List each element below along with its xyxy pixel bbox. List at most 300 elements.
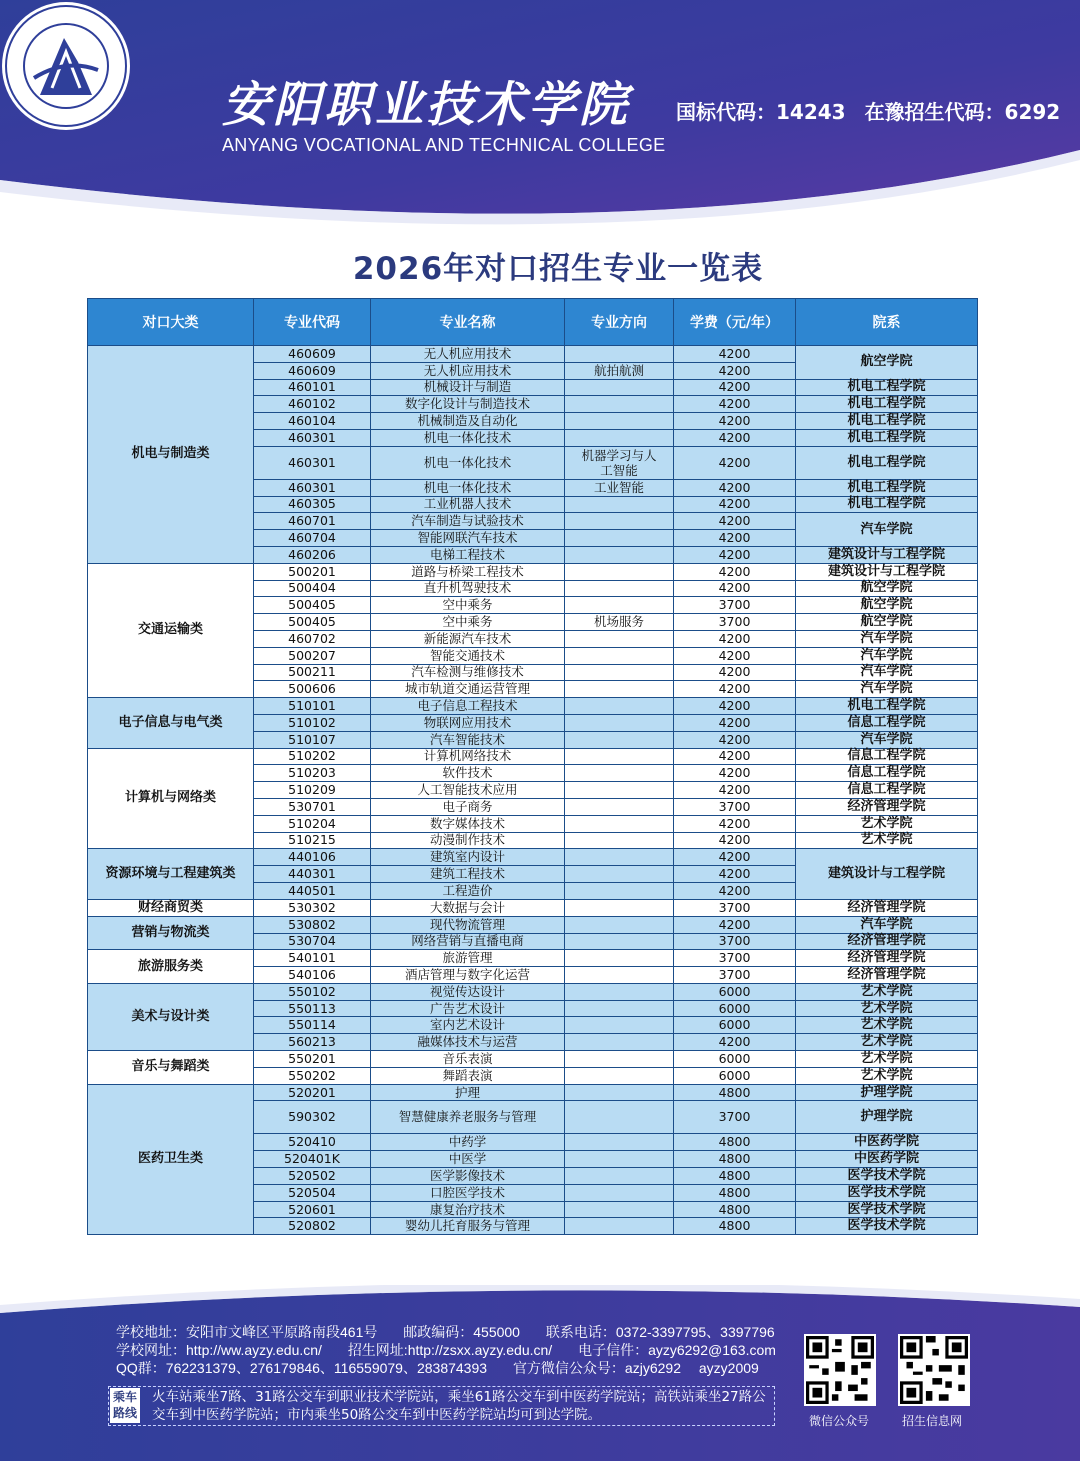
school-address: 学校地址：安阳市文峰区平原路南段461号 xyxy=(116,1324,378,1340)
major-code-cell: 590302 xyxy=(254,1101,371,1134)
table-row xyxy=(88,899,978,916)
tuition-cell: 4800 xyxy=(674,1184,796,1201)
major-code-cell: 500606 xyxy=(254,681,371,698)
category-cell: 计算机与网络类 xyxy=(88,748,254,849)
department-cell: 经济管理学院 xyxy=(796,899,978,916)
major-name-cell: 空中乘务 xyxy=(371,597,565,614)
major-name-cell: 直升机驾驶技术 xyxy=(371,580,565,597)
major-direction-cell xyxy=(565,530,674,547)
qq-groups: QQ群：762231379、276179846、116559079、283874393 xyxy=(116,1360,488,1376)
department-cell: 建筑设计与工程学院 xyxy=(796,849,978,899)
table-row xyxy=(88,1084,978,1101)
major-direction-cell xyxy=(565,664,674,681)
major-name-cell: 智能交通技术 xyxy=(371,647,565,664)
major-code-cell: 550113 xyxy=(254,1000,371,1017)
major-code-cell: 440501 xyxy=(254,882,371,899)
tuition-cell: 4200 xyxy=(674,530,796,547)
major-name-cell: 康复治疗技术 xyxy=(371,1201,565,1218)
department-cell: 航空学院 xyxy=(796,346,978,380)
major-direction-cell xyxy=(565,698,674,715)
major-code-cell: 510102 xyxy=(254,714,371,731)
major-code-cell: 510215 xyxy=(254,832,371,849)
tuition-cell: 4200 xyxy=(674,647,796,664)
major-code-cell: 460301 xyxy=(254,446,371,479)
tuition-cell: 4200 xyxy=(674,446,796,479)
henan-code: 在豫招生代码：6292 xyxy=(864,100,1061,124)
department-cell: 中医药学院 xyxy=(796,1134,978,1151)
major-name-cell: 口腔医学技术 xyxy=(371,1184,565,1201)
major-name-cell: 现代物流管理 xyxy=(371,916,565,933)
table-row xyxy=(88,346,978,363)
major-code-cell: 550202 xyxy=(254,1067,371,1084)
table-row xyxy=(88,563,978,580)
major-name-cell: 机电一体化技术 xyxy=(371,446,565,479)
major-code-cell: 500207 xyxy=(254,647,371,664)
college-english-name: ANYANG VOCATIONAL AND TECHNICAL COLLEGE xyxy=(222,135,666,155)
header-category: 对口大类 xyxy=(88,299,254,346)
tuition-cell: 4200 xyxy=(674,563,796,580)
major-direction-cell xyxy=(565,899,674,916)
tuition-cell: 4200 xyxy=(674,413,796,430)
tuition-cell: 4200 xyxy=(674,849,796,866)
major-direction-cell xyxy=(565,866,674,883)
tuition-cell: 3700 xyxy=(674,1101,796,1134)
department-cell: 机电工程学院 xyxy=(796,496,978,513)
major-name-cell: 无人机应用技术 xyxy=(371,362,565,379)
major-code-cell: 510101 xyxy=(254,698,371,715)
major-direction-cell xyxy=(565,1184,674,1201)
majors-table xyxy=(87,298,978,1235)
tuition-cell: 4200 xyxy=(674,396,796,413)
department-cell: 机电工程学院 xyxy=(796,446,978,479)
major-name-cell: 智能网联汽车技术 xyxy=(371,530,565,547)
major-code-cell: 460609 xyxy=(254,346,371,363)
wechat-qr-caption: 微信公众号 xyxy=(808,1414,869,1428)
major-direction-cell xyxy=(565,413,674,430)
major-code-cell: 440106 xyxy=(254,849,371,866)
major-name-cell: 电子信息工程技术 xyxy=(371,698,565,715)
major-code-cell: 460702 xyxy=(254,630,371,647)
major-direction-cell xyxy=(565,882,674,899)
tuition-cell: 4200 xyxy=(674,681,796,698)
major-name-cell: 融媒体技术与运营 xyxy=(371,1034,565,1051)
major-direction-cell xyxy=(565,983,674,1000)
email[interactable]: 电子信件：ayzy6292@163.com xyxy=(578,1342,776,1358)
category-cell: 旅游服务类 xyxy=(88,950,254,984)
major-code-cell: 550102 xyxy=(254,983,371,1000)
department-cell: 机电工程学院 xyxy=(796,396,978,413)
major-code-cell: 530701 xyxy=(254,798,371,815)
major-name-cell: 汽车检测与维修技术 xyxy=(371,664,565,681)
table-body xyxy=(88,346,978,1235)
tuition-cell: 4800 xyxy=(674,1084,796,1101)
tuition-cell: 6000 xyxy=(674,983,796,1000)
department-cell: 经济管理学院 xyxy=(796,950,978,967)
department-cell: 艺术学院 xyxy=(796,1017,978,1034)
major-direction-cell xyxy=(565,916,674,933)
tuition-cell: 4200 xyxy=(674,479,796,496)
major-name-cell: 舞蹈表演 xyxy=(371,1067,565,1084)
tuition-cell: 6000 xyxy=(674,1051,796,1068)
department-cell: 医学技术学院 xyxy=(796,1168,978,1185)
tuition-cell: 4200 xyxy=(674,546,796,563)
tuition-cell: 4200 xyxy=(674,731,796,748)
wechat-account-2: ayzy2009 xyxy=(698,1360,759,1376)
major-name-cell: 汽车智能技术 xyxy=(371,731,565,748)
major-code-cell: 500404 xyxy=(254,580,371,597)
header-department: 院系 xyxy=(796,299,978,346)
category-cell: 美术与设计类 xyxy=(88,983,254,1050)
major-code-cell: 460704 xyxy=(254,530,371,547)
header-banner xyxy=(0,0,1080,230)
major-name-cell: 护理 xyxy=(371,1084,565,1101)
major-name-cell: 机电一体化技术 xyxy=(371,429,565,446)
department-cell: 经济管理学院 xyxy=(796,967,978,984)
major-direction-cell xyxy=(565,782,674,799)
department-cell: 经济管理学院 xyxy=(796,798,978,815)
tuition-cell: 6000 xyxy=(674,1017,796,1034)
major-name-cell: 计算机网络技术 xyxy=(371,748,565,765)
major-direction-cell: 机场服务 xyxy=(565,614,674,631)
department-cell: 艺术学院 xyxy=(796,815,978,832)
major-direction-cell xyxy=(565,1034,674,1051)
major-name-cell: 动漫制作技术 xyxy=(371,832,565,849)
major-direction-cell xyxy=(565,1168,674,1185)
department-cell: 建筑设计与工程学院 xyxy=(796,563,978,580)
department-cell: 信息工程学院 xyxy=(796,765,978,782)
major-name-cell: 城市轨道交通运营管理 xyxy=(371,681,565,698)
major-name-cell: 大数据与会计 xyxy=(371,899,565,916)
major-code-cell: 460301 xyxy=(254,479,371,496)
header-major-name: 专业名称 xyxy=(371,299,565,346)
major-direction-cell xyxy=(565,563,674,580)
page-title: 2026年对口招生专业一览表 xyxy=(352,251,764,287)
tuition-cell: 4200 xyxy=(674,429,796,446)
major-direction-cell xyxy=(565,933,674,950)
major-code-cell: 510204 xyxy=(254,815,371,832)
table-row xyxy=(88,983,978,1000)
major-code-cell: 500405 xyxy=(254,597,371,614)
major-direction-cell xyxy=(565,1084,674,1101)
tuition-cell: 6000 xyxy=(674,1000,796,1017)
major-name-cell: 电子商务 xyxy=(371,798,565,815)
table-row xyxy=(88,1051,978,1068)
category-cell: 音乐与舞蹈类 xyxy=(88,1051,254,1085)
major-name-cell: 软件技术 xyxy=(371,765,565,782)
major-code-cell: 510107 xyxy=(254,731,371,748)
tuition-cell: 3700 xyxy=(674,967,796,984)
tuition-cell: 4200 xyxy=(674,630,796,647)
major-code-cell: 530302 xyxy=(254,899,371,916)
major-code-cell: 460609 xyxy=(254,362,371,379)
major-name-cell: 建筑室内设计 xyxy=(371,849,565,866)
major-code-cell: 530802 xyxy=(254,916,371,933)
major-direction-cell xyxy=(565,1051,674,1068)
tuition-cell: 3700 xyxy=(674,798,796,815)
major-code-cell: 540101 xyxy=(254,950,371,967)
department-cell: 艺术学院 xyxy=(796,832,978,849)
major-direction-cell xyxy=(565,950,674,967)
category-cell: 资源环境与工程建筑类 xyxy=(88,849,254,899)
major-direction-cell: 工业智能 xyxy=(565,479,674,496)
major-direction-cell xyxy=(565,580,674,597)
department-cell: 汽车学院 xyxy=(796,681,978,698)
major-name-cell: 新能源汽车技术 xyxy=(371,630,565,647)
major-name-cell: 音乐表演 xyxy=(371,1051,565,1068)
department-cell: 航空学院 xyxy=(796,614,978,631)
header-tuition: 学费（元/年） xyxy=(674,299,796,346)
major-name-cell: 无人机应用技术 xyxy=(371,346,565,363)
department-cell: 医学技术学院 xyxy=(796,1184,978,1201)
major-name-cell: 机电一体化技术 xyxy=(371,479,565,496)
table-row xyxy=(88,698,978,715)
major-direction-cell xyxy=(565,1134,674,1151)
tuition-cell: 6000 xyxy=(674,1067,796,1084)
tuition-cell: 4800 xyxy=(674,1134,796,1151)
department-cell: 机电工程学院 xyxy=(796,698,978,715)
major-direction-cell xyxy=(565,1218,674,1235)
wechat-account: 官方微信公众号：azjy6292 xyxy=(512,1360,681,1376)
header-direction: 专业方向 xyxy=(565,299,674,346)
tuition-cell: 4200 xyxy=(674,513,796,530)
major-direction-cell xyxy=(565,1101,674,1134)
major-code-cell: 460301 xyxy=(254,429,371,446)
major-code-cell: 510209 xyxy=(254,782,371,799)
department-cell: 汽车学院 xyxy=(796,916,978,933)
major-direction-cell xyxy=(565,681,674,698)
major-name-cell: 数字化设计与制造技术 xyxy=(371,396,565,413)
major-name-cell: 人工智能技术应用 xyxy=(371,782,565,799)
department-cell: 汽车学院 xyxy=(796,630,978,647)
department-cell: 机电工程学院 xyxy=(796,429,978,446)
major-direction-cell xyxy=(565,546,674,563)
major-direction-cell xyxy=(565,798,674,815)
major-direction-cell xyxy=(565,647,674,664)
tuition-cell: 3700 xyxy=(674,950,796,967)
department-cell: 护理学院 xyxy=(796,1084,978,1101)
major-name-cell: 工业机器人技术 xyxy=(371,496,565,513)
major-code-cell: 460102 xyxy=(254,396,371,413)
major-direction-cell xyxy=(565,849,674,866)
major-name-cell: 建筑工程技术 xyxy=(371,866,565,883)
major-direction-cell xyxy=(565,346,674,363)
department-cell: 艺术学院 xyxy=(796,1000,978,1017)
wechat-qr-code[interactable] xyxy=(804,1334,876,1406)
major-code-cell: 520504 xyxy=(254,1184,371,1201)
bus-route-label: 乘车路线 xyxy=(110,1388,140,1423)
tuition-cell: 4200 xyxy=(674,664,796,681)
major-name-cell: 广告艺术设计 xyxy=(371,1000,565,1017)
major-code-cell: 520601 xyxy=(254,1201,371,1218)
major-name-cell: 工程造价 xyxy=(371,882,565,899)
category-cell: 财经商贸类 xyxy=(88,899,254,916)
major-direction-cell xyxy=(565,496,674,513)
department-cell: 医学技术学院 xyxy=(796,1218,978,1235)
category-cell: 机电与制造类 xyxy=(88,346,254,564)
major-direction-cell xyxy=(565,765,674,782)
major-code-cell: 510202 xyxy=(254,748,371,765)
tuition-cell: 3700 xyxy=(674,597,796,614)
category-cell: 医药卫生类 xyxy=(88,1084,254,1235)
major-direction-cell xyxy=(565,429,674,446)
tuition-cell: 4200 xyxy=(674,496,796,513)
table-row xyxy=(88,950,978,967)
major-name-cell: 机械制造及自动化 xyxy=(371,413,565,430)
major-direction-cell xyxy=(565,1201,674,1218)
major-name-cell: 网络营销与直播电商 xyxy=(371,933,565,950)
majors-table-container xyxy=(87,298,977,1235)
major-direction-cell xyxy=(565,597,674,614)
department-cell: 经济管理学院 xyxy=(796,933,978,950)
major-name-cell: 数字媒体技术 xyxy=(371,815,565,832)
tuition-cell: 4200 xyxy=(674,362,796,379)
major-name-cell: 物联网应用技术 xyxy=(371,714,565,731)
admission-qr-caption: 招生信息网 xyxy=(901,1414,962,1428)
table-row xyxy=(88,916,978,933)
table-row xyxy=(88,849,978,866)
major-direction-cell xyxy=(565,731,674,748)
major-name-cell: 室内艺术设计 xyxy=(371,1017,565,1034)
postcode: 邮政编码：455000 xyxy=(403,1324,520,1340)
admission-qr-code[interactable] xyxy=(898,1334,970,1406)
major-code-cell: 520201 xyxy=(254,1084,371,1101)
major-name-cell: 旅游管理 xyxy=(371,950,565,967)
major-direction-cell xyxy=(565,396,674,413)
major-code-cell: 560213 xyxy=(254,1034,371,1051)
tuition-cell: 4200 xyxy=(674,748,796,765)
major-code-cell: 460305 xyxy=(254,496,371,513)
major-code-cell: 520401K xyxy=(254,1151,371,1168)
tuition-cell: 4200 xyxy=(674,782,796,799)
major-direction-cell xyxy=(565,748,674,765)
footer-line-3 xyxy=(116,1358,781,1378)
tuition-cell: 4200 xyxy=(674,815,796,832)
major-code-cell: 520802 xyxy=(254,1218,371,1235)
table-row xyxy=(88,748,978,765)
department-cell: 护理学院 xyxy=(796,1101,978,1134)
department-cell: 汽车学院 xyxy=(796,647,978,664)
department-cell: 航空学院 xyxy=(796,597,978,614)
department-cell: 建筑设计与工程学院 xyxy=(796,546,978,563)
major-direction-cell xyxy=(565,815,674,832)
major-direction-cell xyxy=(565,1000,674,1017)
national-code: 国标代码：14243 xyxy=(676,100,846,124)
category-cell: 电子信息与电气类 xyxy=(88,698,254,748)
tuition-cell: 3700 xyxy=(674,614,796,631)
department-cell: 机电工程学院 xyxy=(796,479,978,496)
major-direction-cell xyxy=(565,513,674,530)
tuition-cell: 4200 xyxy=(674,714,796,731)
major-direction-cell xyxy=(565,630,674,647)
major-name-cell: 婴幼儿托育服务与管理 xyxy=(371,1218,565,1235)
department-cell: 艺术学院 xyxy=(796,1051,978,1068)
college-logo xyxy=(0,0,132,132)
tuition-cell: 3700 xyxy=(674,933,796,950)
phone: 联系电话：0372-3397795、3397796 xyxy=(545,1324,775,1340)
department-cell: 艺术学院 xyxy=(796,1067,978,1084)
major-direction-cell xyxy=(565,1017,674,1034)
bus-route-text: 火车站乘坐7路、31路公交车到职业技术学院站，乘坐61路公交车到中医药学院站；高铁站乘坐27路公交车到中医药学院站；市内乘坐50路公交车到中医药学院站均可到达学院。 xyxy=(152,1389,766,1423)
department-cell: 艺术学院 xyxy=(796,1034,978,1051)
major-code-cell: 460701 xyxy=(254,513,371,530)
admission-website[interactable]: 招生网址:http://zsxx.ayzy.edu.cn/ xyxy=(347,1342,553,1358)
major-name-cell: 汽车制造与试验技术 xyxy=(371,513,565,530)
footer-line-1 xyxy=(116,1322,797,1342)
tuition-cell: 4200 xyxy=(674,882,796,899)
major-code-cell: 520410 xyxy=(254,1134,371,1151)
tuition-cell: 4200 xyxy=(674,765,796,782)
department-cell: 艺术学院 xyxy=(796,983,978,1000)
major-name-cell: 机械设计与制造 xyxy=(371,379,565,396)
major-code-cell: 460206 xyxy=(254,546,371,563)
tuition-cell: 4200 xyxy=(674,580,796,597)
major-direction-cell: 航拍航测 xyxy=(565,362,674,379)
department-cell: 信息工程学院 xyxy=(796,782,978,799)
major-code-cell: 520502 xyxy=(254,1168,371,1185)
major-code-cell: 550114 xyxy=(254,1017,371,1034)
major-code-cell: 510203 xyxy=(254,765,371,782)
department-cell: 汽车学院 xyxy=(796,731,978,748)
department-cell: 医学技术学院 xyxy=(796,1201,978,1218)
tuition-cell: 4800 xyxy=(674,1201,796,1218)
major-name-cell: 医学影像技术 xyxy=(371,1168,565,1185)
tuition-cell: 4200 xyxy=(674,832,796,849)
tuition-cell: 4200 xyxy=(674,698,796,715)
major-name-cell: 空中乘务 xyxy=(371,614,565,631)
major-code-cell: 500201 xyxy=(254,563,371,580)
tuition-cell: 4800 xyxy=(674,1218,796,1235)
table-header-row xyxy=(88,299,978,346)
major-code-cell: 540106 xyxy=(254,967,371,984)
department-cell: 汽车学院 xyxy=(796,513,978,547)
college-chinese-name: 安阳职业技术学院 xyxy=(222,77,631,133)
major-code-cell: 530704 xyxy=(254,933,371,950)
tuition-cell: 4800 xyxy=(674,1168,796,1185)
major-code-cell: 440301 xyxy=(254,866,371,883)
department-cell: 航空学院 xyxy=(796,580,978,597)
major-code-cell: 460104 xyxy=(254,413,371,430)
major-direction-cell xyxy=(565,1067,674,1084)
major-name-cell: 中医学 xyxy=(371,1151,565,1168)
department-cell: 机电工程学院 xyxy=(796,379,978,396)
major-name-cell: 智慧健康养老服务与管理 xyxy=(371,1101,565,1134)
major-name-cell: 电梯工程技术 xyxy=(371,546,565,563)
header-code: 专业代码 xyxy=(254,299,371,346)
major-code-cell: 460101 xyxy=(254,379,371,396)
tuition-cell: 4200 xyxy=(674,379,796,396)
school-website[interactable]: 学校网址：http://ww.ayzy.edu.cn/ xyxy=(116,1342,322,1358)
major-name-cell: 中药学 xyxy=(371,1134,565,1151)
department-cell: 信息工程学院 xyxy=(796,748,978,765)
major-name-cell: 视觉传达设计 xyxy=(371,983,565,1000)
major-direction-cell xyxy=(565,967,674,984)
major-name-cell: 酒店管理与数字化运营 xyxy=(371,967,565,984)
major-name-cell: 道路与桥梁工程技术 xyxy=(371,563,565,580)
major-direction-cell xyxy=(565,832,674,849)
major-direction-cell: 机器学习与人工智能 xyxy=(565,446,674,479)
footer-line-2 xyxy=(116,1340,798,1360)
major-code-cell: 550201 xyxy=(254,1051,371,1068)
department-cell: 汽车学院 xyxy=(796,664,978,681)
tuition-cell: 4200 xyxy=(674,346,796,363)
major-direction-cell xyxy=(565,714,674,731)
major-code-cell: 500211 xyxy=(254,664,371,681)
category-cell: 营销与物流类 xyxy=(88,916,254,950)
tuition-cell: 4800 xyxy=(674,1151,796,1168)
department-cell: 机电工程学院 xyxy=(796,413,978,430)
major-code-cell: 500405 xyxy=(254,614,371,631)
tuition-cell: 3700 xyxy=(674,899,796,916)
